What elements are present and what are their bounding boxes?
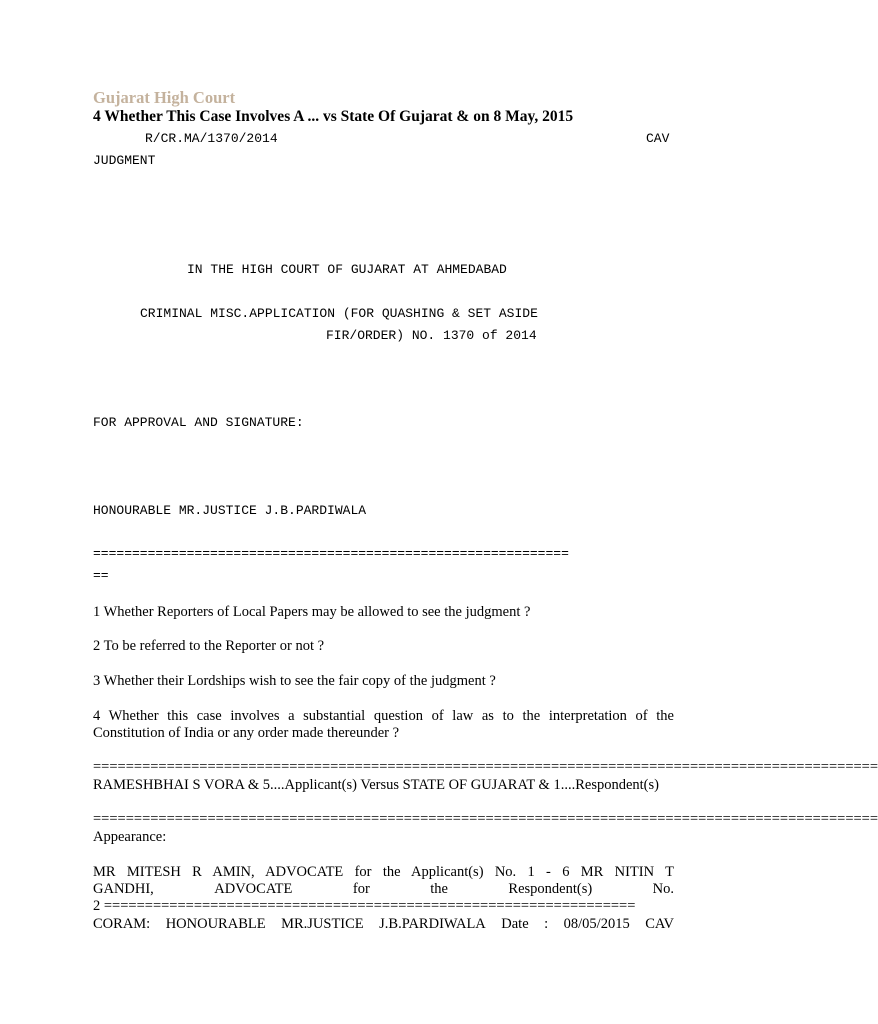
judgment-label: JUDGMENT bbox=[93, 153, 156, 168]
justice-name: HONOURABLE MR.JUSTICE J.B.PARDIWALA bbox=[93, 503, 367, 518]
document-title: 4 Whether This Case Involves A ... vs State Of Gujarat & on 8 May, 2015 bbox=[93, 108, 574, 125]
coram-word: 08/05/2015 bbox=[563, 916, 630, 932]
application-line-2: FIR/ORDER) NO. 1370 of 2014 bbox=[326, 328, 537, 343]
separator-line: ================================================================================================ bbox=[93, 759, 878, 775]
advocates-line-1: MR MITESH R AMIN, ADVOCATE for the Applicant(s) No. 1 - 6 MR NITIN T bbox=[93, 864, 674, 880]
advocates-line-3: 2 ================================================================= bbox=[93, 898, 636, 914]
appearance-label: Appearance: bbox=[93, 829, 167, 845]
advocate-word: No. bbox=[652, 881, 674, 897]
coram-word: CORAM: bbox=[93, 916, 151, 932]
court-name: Gujarat High Court bbox=[93, 88, 236, 107]
coram-word: : bbox=[544, 916, 549, 932]
application-line-1: CRIMINAL MISC.APPLICATION (FOR QUASHING & SET ASIDE bbox=[140, 306, 538, 321]
question-3: 3 Whether their Lordships wish to see the fair copy of the judgment ? bbox=[93, 673, 496, 689]
separator-line: ================================================================================================ bbox=[93, 811, 878, 827]
advocate-word: Respondent(s) bbox=[508, 881, 593, 897]
question-2: 2 To be referred to the Reporter or not ? bbox=[93, 638, 325, 654]
case-reference: R/CR.MA/1370/2014 bbox=[145, 131, 278, 146]
coram-word: Date bbox=[501, 916, 529, 932]
parties-line: RAMESHBHAI S VORA & 5....Applicant(s) Versus STATE OF GUJARAT & 1....Respondent(s) bbox=[93, 777, 659, 793]
question-1: 1 Whether Reporters of Local Papers may be allowed to see the judgment ? bbox=[93, 604, 531, 620]
coram-word: HONOURABLE bbox=[165, 916, 266, 932]
separator-line: ============================================================= bbox=[93, 546, 569, 561]
advocate-word: the bbox=[430, 881, 448, 897]
coram-word: MR.JUSTICE bbox=[281, 916, 364, 932]
advocate-word: GANDHI, bbox=[93, 881, 154, 897]
advocates-line-2 bbox=[93, 881, 674, 898]
court-heading: IN THE HIGH COURT OF GUJARAT AT AHMEDABAD bbox=[187, 262, 507, 277]
cav-label: CAV bbox=[646, 131, 670, 146]
question-4: 4 Whether this case involves a substantial question of law as to the interpretation of the Constitution of India or any order made thereunder ? bbox=[93, 708, 674, 741]
coram-word: CAV bbox=[645, 916, 674, 932]
separator-line-tail: == bbox=[93, 568, 109, 583]
advocate-word: for bbox=[352, 881, 370, 897]
coram-word: J.B.PARDIWALA bbox=[379, 916, 486, 932]
advocate-word: ADVOCATE bbox=[214, 881, 293, 897]
coram-line bbox=[93, 916, 674, 933]
approval-heading: FOR APPROVAL AND SIGNATURE: bbox=[93, 415, 304, 430]
